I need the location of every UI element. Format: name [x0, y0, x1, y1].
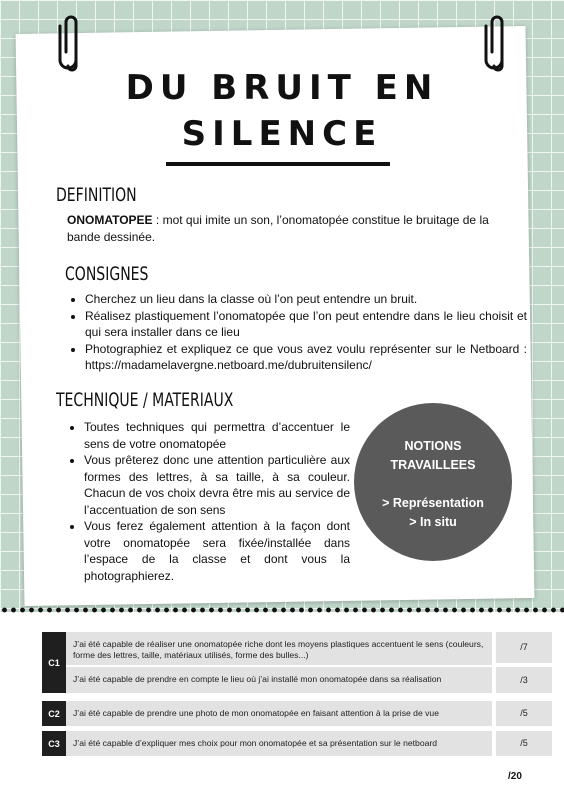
- title-line-2: SILENCE: [181, 114, 383, 154]
- total-score: /20: [508, 771, 522, 782]
- table-row-c2: [42, 701, 492, 726]
- list-item: • Vous prêterez donc une attention particulière aux formes des lettres, à sa taille, à sa couleur. Chacun de vos choix devra être mis au service de l’accentuation de son sens: [84, 452, 350, 518]
- criterion-text: J’ai été capable de prendre une photo de mon onomatopée en faisant attention à la prise de vue: [73, 708, 439, 718]
- table-row-c3: [42, 731, 492, 756]
- title-underline: [166, 162, 390, 166]
- score-cell: /3: [496, 667, 552, 693]
- list-item: • Cherchez un lieu dans la classe où l’on peut entendre un bruit.: [85, 291, 527, 308]
- criterion-text: J’ai été capable de réaliser une onomatopée riche dont les moyens plastiques accentuent le sens (couleurs, forme des lettres, taille, matériaux utilisés, forme des bulles...): [73, 639, 484, 660]
- definition-body: : mot qui imite un son, l’onomatopée constitue le bruitage de la bande dessinée.: [67, 213, 489, 244]
- list-item: • Réalisez plastiquement l’onomatopée que l’on peut entendre dans le lieu choisit et qui sera installer dans ce lieu: [85, 308, 527, 341]
- notions-title-1: NOTIONS: [404, 439, 462, 453]
- technique-list: [66, 419, 350, 584]
- definition-term: ONOMATOPEE: [67, 213, 153, 227]
- consignes-heading: CONSIGNES: [65, 263, 149, 285]
- score-cell: /7: [496, 632, 552, 663]
- notions-circle: [354, 403, 512, 561]
- table-row-c1: [42, 632, 492, 693]
- notions-title-2: TRAVAILLEES: [390, 458, 476, 472]
- notion-representation: > Représentation: [382, 496, 484, 510]
- page-title: [100, 66, 464, 156]
- notion-in-situ: > In situ: [409, 515, 457, 529]
- competence-code: C1: [42, 632, 66, 693]
- title-line-1: DU BRUIT EN: [125, 68, 439, 108]
- consignes-list: [67, 291, 527, 374]
- list-item: • Vous ferez également attention à la façon dont votre onomatopée sera fixée/installée dans l’espace de la classe et dont vous la photographierez.: [84, 518, 350, 584]
- row-separator: [66, 665, 492, 667]
- criterion-text: J’ai été capable de prendre en compte le lieu où j’ai installé mon onomatopée dans sa réalisation: [73, 674, 442, 684]
- criterion-text: J’ai été capable d’expliquer mes choix pour mon onomatopée et sa présentation sur le netboard: [73, 738, 438, 748]
- list-item: • Photographiez et expliquez ce que vous avez voulu représenter sur le Netboard : https://madamelavergne.netboard.me/dubruitensilenc/: [85, 341, 527, 374]
- definition-heading: DEFINITION: [56, 184, 137, 206]
- dotted-divider: [0, 606, 564, 614]
- competence-code: C2: [42, 701, 66, 726]
- competence-code: C3: [42, 731, 66, 756]
- technique-heading: TECHNIQUE / MATERIAUX: [56, 389, 234, 411]
- paperclip-icon: [54, 12, 88, 76]
- paperclip-icon: [480, 12, 514, 76]
- definition-text: [67, 212, 507, 246]
- list-item: • Toutes techniques qui permettra d’accentuer le sens de votre onomatopée: [84, 419, 350, 452]
- score-cell: /5: [496, 731, 552, 756]
- score-cell: /5: [496, 701, 552, 726]
